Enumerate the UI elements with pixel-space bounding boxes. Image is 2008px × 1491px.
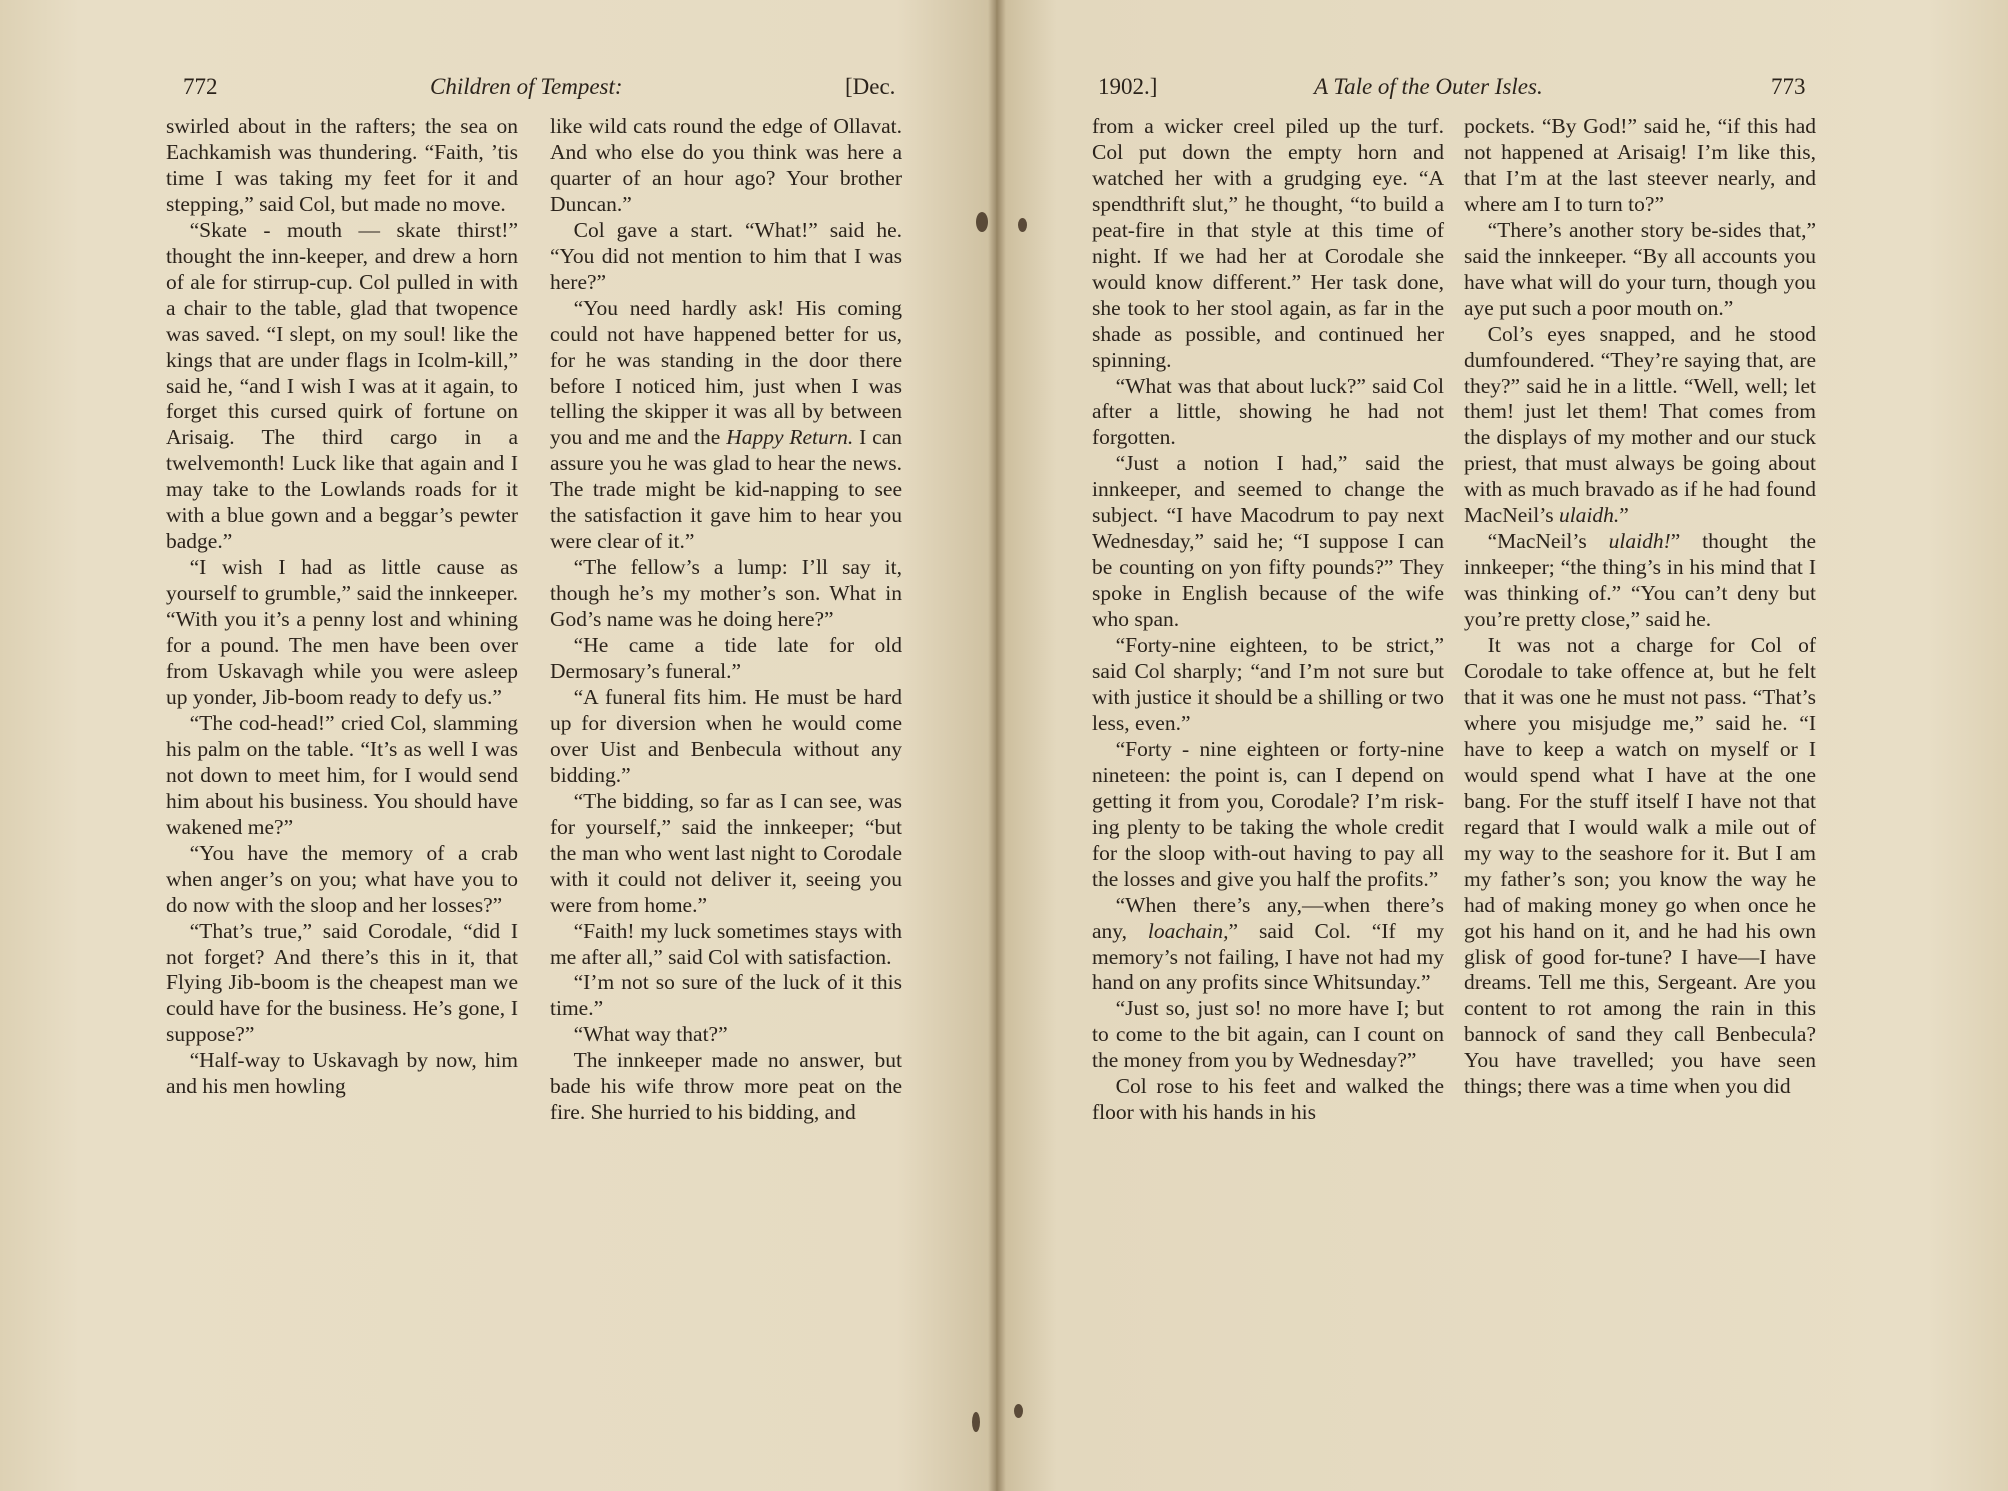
paragraph: It was not a charge for Col of Corodale to take offence at, but he felt that it was one he must not pass. “That’s where you misjudge me,” said he. “I have to keep a watch on myself or I would spend what I have at the one bang. For the stuff itself I have not that regard that I would walk a mile out of my way to the seashore for it. But I am my father’s son; you know the way he had of making money go when once he got his hand on it, and he had his own glisk of good for-tune? I have—I have dreams. Tell me this, Sergeant. Are you content to rot among the rain in this bannock of sand they call Benbecula? You have travelled; you have seen things; there was a time when you did bbox=[1464, 633, 1816, 1099]
paragraph: like wild cats round the edge of Ollavat. And who else do you think was here a quarter of an hour ago? Your brother Duncan.” bbox=[550, 114, 902, 216]
paragraph: Col gave a start. “What!” said he. “You did not mention to him that I was here?” bbox=[550, 217, 902, 294]
paragraph: “I wish I had as little cause as yourself to grumble,” said the innkeeper. “With you it’s a penny lost and whining for a pound. The men have been over from Uskavagh while you were asleep up yonder, Jib-boom ready to defy us.” bbox=[166, 555, 518, 709]
paragraph: “He came a tide late for old Dermosary’s funeral.” bbox=[550, 633, 902, 684]
left-header bbox=[0, 74, 996, 104]
paragraph: “Skate - mouth — skate thirst!” thought the inn-keeper, and drew a horn of ale for stirrup-cup. Col pulled in with a chair to the table, glad that twopence was saved. “I slept, on my soul! like the kings that are under flags in Icolm-kill,” said he, “and I wish I was at it again, to forget this cursed quirk of fortune on Arisaig. The third cargo in a twelvemonth! Luck like that again and I may take to the Lowlands roads for it with a blue gown and a beggar’s pewter badge.” bbox=[166, 217, 518, 554]
paragraph: “The fellow’s a lump: I’ll say it, though he’s my mother’s son. What in God’s name was he doing here?” bbox=[550, 555, 902, 632]
paragraph: “Just a notion I had,” said the innkeeper, and seemed to change the subject. “I have Macodrum to pay next Wednesday,” said he; “I suppose I can be counting on yon fifty pounds?” They spoke in English because of the wife who span. bbox=[1092, 451, 1444, 632]
left-running-title: Children of Tempest: bbox=[430, 74, 623, 99]
binding-mark bbox=[1018, 218, 1027, 232]
paragraph: “When there’s any,—when there’s any, loachain,” said Col. “If my memory’s not failing, I have not had my hand on any profits since Whitsunday.” bbox=[1092, 892, 1444, 995]
paragraph: “Faith! my luck sometimes stays with me after all,” said Col with satisfaction. bbox=[550, 918, 902, 969]
paragraph: swirled about in the rafters; the sea on Eachkamish was thundering. “Faith, ’tis time I was taking my feet for it and stepping,” said Col, but made no move. bbox=[166, 114, 518, 216]
right-running-date: 1902.] bbox=[1098, 74, 1158, 99]
binding-mark bbox=[1014, 1404, 1023, 1418]
right-page-number: 773 bbox=[1771, 74, 1806, 99]
binding-mark bbox=[976, 212, 988, 232]
paragraph: “I’m not so sure of the luck of it this time.” bbox=[550, 970, 902, 1021]
left-column-2 bbox=[550, 114, 902, 1126]
paragraph: “You have the memory of a crab when anger’s on you; what have you to do now with the sloop and her losses?” bbox=[166, 840, 518, 917]
right-page bbox=[996, 0, 2008, 1491]
paragraph: “Forty-nine eighteen, to be strict,” said Col sharply; “and I’m not sure but with justice it should be a shilling or two less, even.” bbox=[1092, 633, 1444, 735]
paragraph: “You need hardly ask! His coming could not have happened better for us, for he was standing in the door there before I noticed him, just when I was telling the skipper it was all by between you and me and the Happy Return. I can assure you he was glad to hear the news. The trade might be kid-napping to see the satisfaction it gave him to hear you were clear of it.” bbox=[550, 295, 902, 554]
paragraph: “Just so, just so! no more have I; but to come to the bit again, can I count on the money from you by Wednesday?” bbox=[1092, 996, 1444, 1073]
left-column-1 bbox=[166, 114, 518, 1100]
left-page bbox=[0, 0, 996, 1491]
paragraph: “A funeral fits him. He must be hard up for diversion when he would come over Uist and Benbecula without any bidding.” bbox=[550, 684, 902, 787]
left-page-number: 772 bbox=[183, 74, 218, 99]
paragraph: “The bidding, so far as I can see, was for yourself,” said the innkeeper; “but the man who went last night to Corodale with it could not deliver it, seeing you were from home.” bbox=[550, 788, 902, 917]
paragraph: “Forty - nine eighteen or forty-nine nineteen: the point is, can I depend on getting it from you, Corodale? I’m risk-ing plenty to be taking the whole credit for the sloop with-out having to pay all the losses and give you half the profits.” bbox=[1092, 736, 1444, 891]
left-running-date: [Dec. bbox=[845, 74, 896, 99]
paragraph: “MacNeil’s ulaidh!” thought the innkeeper; “the thing’s in his mind that I was thinking of.” “You can’t deny but you’re pretty close,” said he. bbox=[1464, 529, 1816, 632]
right-header bbox=[996, 74, 2008, 104]
paragraph: Col rose to his feet and walked the floor with his hands in his bbox=[1092, 1074, 1444, 1125]
paragraph: “Half-way to Uskavagh by now, him and his men howling bbox=[166, 1048, 518, 1099]
binding-mark bbox=[972, 1412, 980, 1432]
gutter-shadow bbox=[988, 0, 1006, 1491]
paragraph: “There’s another story be-sides that,” said the innkeeper. “By all accounts you have what will do your turn, though you aye put such a poor mouth on.” bbox=[1464, 217, 1816, 320]
paragraph: “What was that about luck?” said Col after a little, showing he had not forgotten. bbox=[1092, 373, 1444, 450]
paragraph: from a wicker creel piled up the turf. Col put down the empty horn and watched her with a grudging eye. “A spendthrift slut,” he thought, “to build a peat-fire in that style at this time of night. If we had her at Corodale she would know different.” Her task done, she took to her stool again, as far in the shade as possible, and continued her spinning. bbox=[1092, 114, 1444, 372]
paragraph: “That’s true,” said Corodale, “did I not forget? And there’s this in it, that Flying Jib-boom is the cheapest man we could have for the business. He’s gone, I suppose?” bbox=[166, 918, 518, 1047]
paragraph: The innkeeper made no answer, but bade his wife throw more peat on the fire. She hurried to his bidding, and bbox=[550, 1048, 902, 1125]
right-column-1 bbox=[1092, 114, 1444, 1126]
right-column-2 bbox=[1464, 114, 1816, 1100]
paragraph: pockets. “By God!” said he, “if this had not happened at Arisaig! I’m like this, that I’m at the last steever nearly, and where am I to turn to?” bbox=[1464, 114, 1816, 216]
right-running-title: A Tale of the Outer Isles. bbox=[1314, 74, 1543, 99]
paragraph: “What way that?” bbox=[573, 1022, 728, 1047]
paragraph: “The cod-head!” cried Col, slamming his palm on the table. “It’s as well I was not down to meet him, for I would send him about his business. You should have wakened me?” bbox=[166, 710, 518, 839]
paragraph: Col’s eyes snapped, and he stood dumfoundered. “They’re saying that, are they?” said he in a little. “Well, well; let them! just let them! That comes from the displays of my mother and our stuck priest, that must always be going about with as much bravado as if he had found MacNeil’s ulaidh.” bbox=[1464, 321, 1816, 528]
